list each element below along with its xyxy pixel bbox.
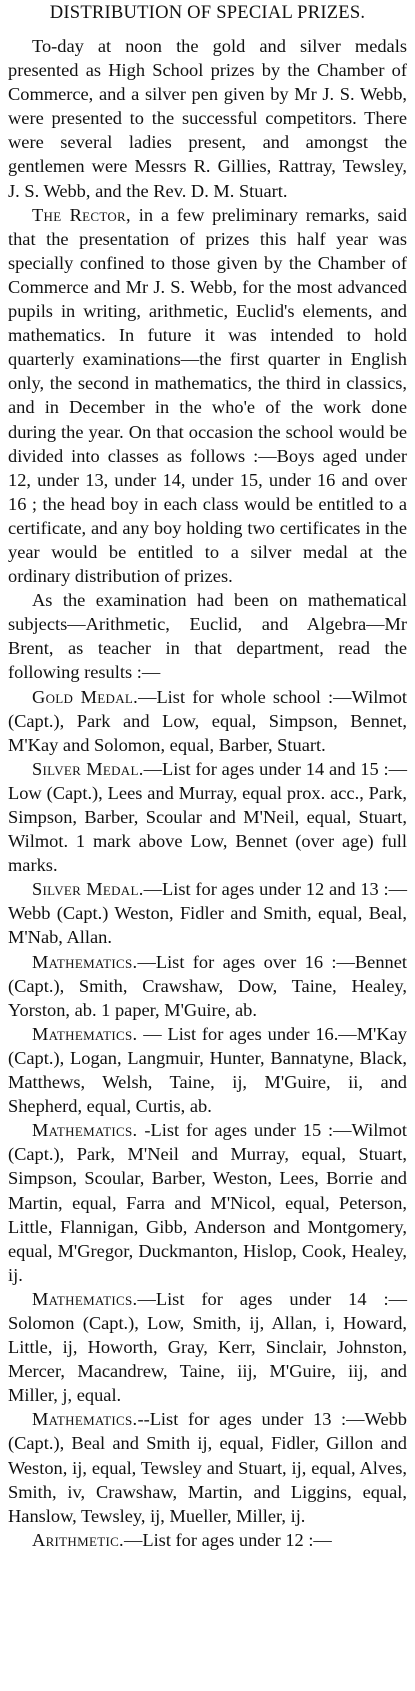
- paragraph-intro-text: To-day at noon the gold and silver medals presented as High School prizes by the Chamber of Commerce, and a silver pen given by Mr J. S. Webb, were presented to the successful competitors. There were several ladies present, and amongst the gentlemen were Messrs R. Gillies, Rattray, Tewsley, J. S. Webb, and the Rev. D. M. Stuart.: [8, 36, 407, 201]
- paragraph-examination-text: As the examination had been on mathematical subjects—Arithmetic, Euclid, and Algebra—Mr Brent, as teacher in that department, read the following results :—: [8, 590, 407, 683]
- paragraph-mathematics-over-16: [8, 950, 407, 1022]
- paragraph-rector-lead: The Rector,: [32, 204, 131, 225]
- arithmetic-lead: Arithmetic.: [32, 1529, 124, 1550]
- paragraph-mathematics-under-16: [8, 1022, 407, 1118]
- mathematics-text: --List for ages under 13 :—Webb (Capt.), Beal and Smith ij, equal, Fidler, Gillon and Weston, ij, equal, Tewsley and Stuart, ij, equal, Alves, Smith, iv, Crawshaw, Martin, and Liggins, equal, Hanslow, Tewsley, ij, Mueller, Miller, ij.: [8, 1409, 407, 1526]
- silver-medal-text: —List for ages under 14 and 15 :—Low (Capt.), Lees and Murray, equal prox. acc., Park, Simpson, Barber, Scoular and M'Neil, equal, Stuart, Wilmot. 1 mark above Low, Bennet (over age) full marks.: [8, 758, 407, 876]
- paragraph-arithmetic-under-12: [8, 1528, 407, 1552]
- paragraph-silver-medal-12-13: [8, 877, 407, 949]
- mathematics-text: — List for ages under 16.—M'Kay (Capt.), Logan, Langmuir, Hunter, Bannatyne, Black, Matthews, Welsh, Taine, ij, M'Guire, ii, and Shepherd, equal, Curtis, ab.: [8, 1023, 407, 1117]
- gold-medal-lead: Gold Medal.: [32, 686, 139, 707]
- silver-medal-text: —List for ages under 12 and 13 :—Webb (Capt.) Weston, Fidler and Smith, equal, Beal, M'Nab, Allan.: [8, 879, 407, 948]
- mathematics-lead: Mathematics.: [32, 1409, 138, 1430]
- mathematics-text: -List for ages under 15 :—Wilmot (Capt.), Park, M'Neil and Murray, equal, Stuart, Simpson, Scoular, Barber, Weston, Lees, Borrie and Martin, equal, Farra and M'Nicol, equal, Peterson, Little, Flannigan, Gibb, Anderson and Montgomery, equal, M'Gregor, Duckmanton, Hislop, Cook, Healey, ij.: [8, 1120, 407, 1285]
- paragraph-rector-text: in a few preliminary remarks, said that the presentation of prizes this half year was specially confined to those given by the Chamber of Commerce and Mr J. S. Webb, for the most advanced pupils in writing, arithmetic, Euclid's elements, and mathematics. In future it was intended to hold quarterly examinations—the first quarter in English only, the second in mathematics, the third in classics, and in December in the who'e of the work done during the year. On that occasion the school would be divided into classes as follows :—Boys aged under 12, under 13, under 14, under 15, under 16 and over 16 ; the head boy in each class would be entitled to a certificate, and any boy holding two certificates in the year would be entitled to a silver medal at the ordinary distribution of prizes.: [8, 204, 407, 587]
- paragraph-mathematics-under-14: [8, 1287, 407, 1407]
- paragraph-mathematics-under-15: [8, 1118, 407, 1287]
- paragraph-mathematics-under-13: [8, 1407, 407, 1527]
- silver-medal-lead: Silver Medal.: [32, 758, 144, 779]
- mathematics-text: —List for ages under 14 :—Solomon (Capt.), Low, Smith, ij, Allan, i, Howard, Little, ij, Howorth, Gray, Kerr, Sinclair, Johnston, Mercer, Macandrew, Taine, iij, M'Guire, iij, and Miller, j, equal.: [8, 1288, 407, 1406]
- paragraph-examination: [8, 588, 407, 684]
- mathematics-lead: Mathematics.: [32, 1288, 138, 1309]
- mathematics-lead: Mathematics.: [32, 1023, 138, 1044]
- article-title: DISTRIBUTION OF SPECIAL PRIZES.: [49, 2, 366, 23]
- mathematics-lead: Mathematics.: [32, 1120, 138, 1141]
- paragraph-gold-medal: [8, 685, 407, 757]
- paragraph-intro: [8, 34, 407, 203]
- gold-medal-text: —List for whole school :—Wilmot (Capt.), Park and Low, equal, Simpson, Bennet, M'Kay and Solomon, equal, Barber, Stuart.: [8, 686, 407, 755]
- silver-medal-lead: Silver Medal.: [32, 879, 144, 900]
- paragraph-rector: [8, 203, 407, 589]
- arithmetic-text: —List for ages under 12 :—: [123, 1529, 332, 1550]
- mathematics-text: —List for ages over 16 :—Bennet (Capt.), Smith, Crawshaw, Dow, Taine, Healey, Yorston, ab. 1 paper, M'Guire, ab.: [8, 951, 407, 1020]
- paragraph-silver-medal-14-15: [8, 757, 407, 877]
- mathematics-lead: Mathematics.: [32, 951, 138, 972]
